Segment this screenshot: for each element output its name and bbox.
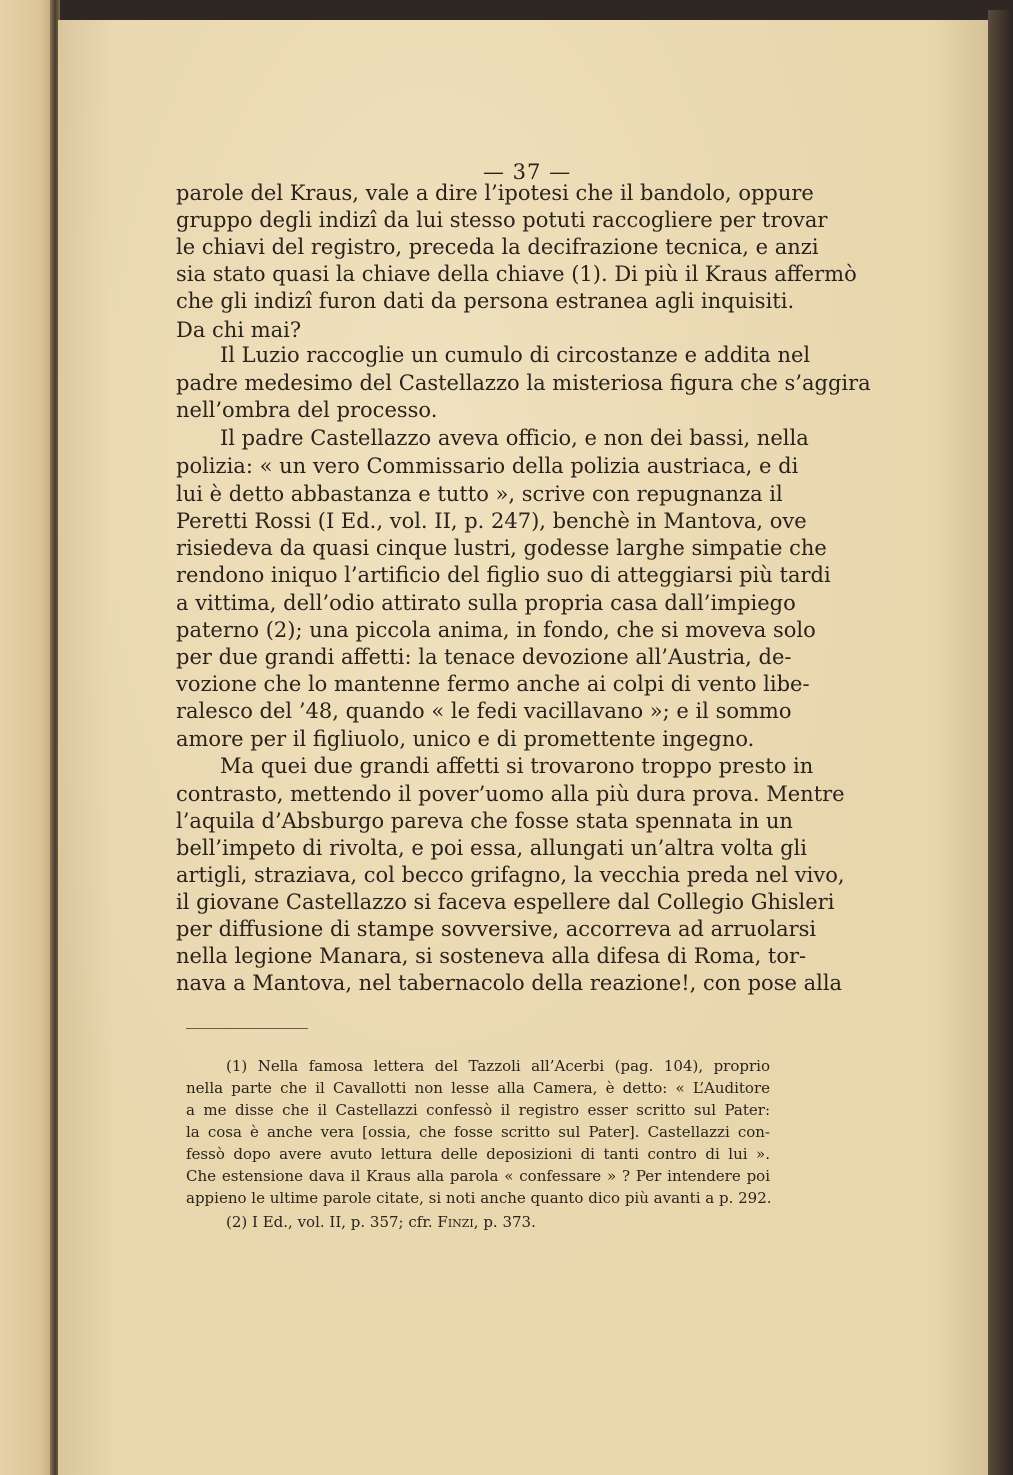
footnote-line: la cosa è anche vera [ossia, che fosse scritto sul Pater]. Castellazzi con- [186, 1123, 770, 1141]
right-page-edge [988, 10, 1013, 1475]
body-line: polizia: « un vero Commissario della polizia austriaca, e di [176, 454, 799, 478]
body-line: bell’impeto di rivolta, e poi essa, allungati un’altra volta gli [176, 836, 807, 860]
footnote-line: appieno le ultime parole citate, si noti anche quanto dico più avanti a p. 292. [186, 1189, 772, 1207]
body-line: per due grandi affetti: la tenace devozione all’Austria, de- [176, 645, 792, 669]
left-page-edge [0, 0, 56, 1475]
body-line: parole del Kraus, vale a dire l’ipotesi che il bandolo, oppure [176, 181, 814, 205]
body-line: nella legione Manara, si sosteneva alla difesa di Roma, tor- [176, 944, 807, 968]
body-line: contrasto, mettendo il pover’uomo alla più dura prova. Mentre [176, 782, 845, 806]
body-line: per diffusione di stampe sovversive, accorreva ad arruolarsi [176, 917, 817, 941]
body-line: lui è detto abbastanza e tutto », scrive con repugnanza il [176, 482, 783, 506]
footnote-line: (1) Nella famosa lettera del Tazzoli all’Acerbi (pag. 104), proprio [226, 1057, 770, 1075]
body-line: nava a Mantova, nel tabernacolo della reazione!, con pose alla [176, 971, 843, 995]
footnote-line: a me disse che il Castellazzi confessò il registro esser scritto sul Pater: [186, 1101, 770, 1119]
body-line: Ma quei due grandi affetti si trovarono troppo presto in [220, 754, 814, 778]
footnote-line: Che estensione dava il Kraus alla parola « confessare » ? Per intendere poi [186, 1167, 770, 1185]
body-line: Il padre Castellazzo aveva officio, e non dei bassi, nella [220, 426, 809, 450]
footnote-line: nella parte che il Cavallotti non lesse alla Camera, è detto: « L’Auditore [186, 1079, 770, 1097]
body-line: gruppo degli indizî da lui stesso potuti raccogliere per trovar [176, 208, 828, 232]
body-line: vozione che lo mantenne fermo anche ai colpi di vento libe- [176, 672, 810, 696]
footnote-2-suffix: , p. 373. [473, 1213, 536, 1231]
body-line: ralesco del ’48, quando « le fedi vacillavano »; e il sommo [176, 699, 792, 723]
body-line: sia stato quasi la chiave della chiave (1). Di più il Kraus affermò [176, 262, 857, 286]
body-line: Peretti Rossi (I Ed., vol. II, p. 247), benchè in Mantova, ove [176, 509, 807, 533]
body-line: amore per il figliuolo, unico e di promettente ingegno. [176, 727, 755, 751]
body-line: rendono iniquo l’artificio del figlio suo di atteggiarsi più tardi [176, 563, 831, 587]
body-line: il giovane Castellazzo si faceva espellere dal Collegio Ghisleri [176, 890, 835, 914]
footnote-2 [226, 1211, 770, 1233]
body-line: paterno (2); una piccola anima, in fondo, che si moveva solo [176, 618, 816, 642]
footnote-2-prefix: (2) I Ed., vol. II, p. 357; cfr. [226, 1213, 433, 1231]
body-line: che gli indizî furon dati da persona estranea agli inquisiti. [176, 289, 795, 313]
body-line: padre medesimo del Castellazzo la misteriosa figura che s’aggira [176, 371, 871, 395]
footnote-line: fessò dopo avere avuto lettura delle deposizioni di tanti contro di lui ». [186, 1145, 770, 1163]
body-line: a vittima, dell’odio attirato sulla propria casa dall’impiego [176, 591, 796, 615]
body-line: Il Luzio raccoglie un cumulo di circostanze e addita nel [220, 343, 811, 367]
footnote-2-author: Finzi [437, 1213, 474, 1231]
body-line: nell’ombra del processo. [176, 398, 438, 422]
body-line: Da chi mai? [176, 318, 302, 342]
page-number: — 37 — [483, 160, 572, 184]
body-line: le chiavi del registro, preceda la decifrazione tecnica, e anzi [176, 235, 819, 259]
body-line: risiedeva da quasi cinque lustri, godesse larghe simpatie che [176, 536, 827, 560]
footnote-separator [186, 1028, 308, 1029]
body-line: artigli, straziava, col becco grifagno, la vecchia preda nel vivo, [176, 863, 845, 887]
body-line: l’aquila d’Absburgo pareva che fosse stata spennata in un [176, 809, 793, 833]
